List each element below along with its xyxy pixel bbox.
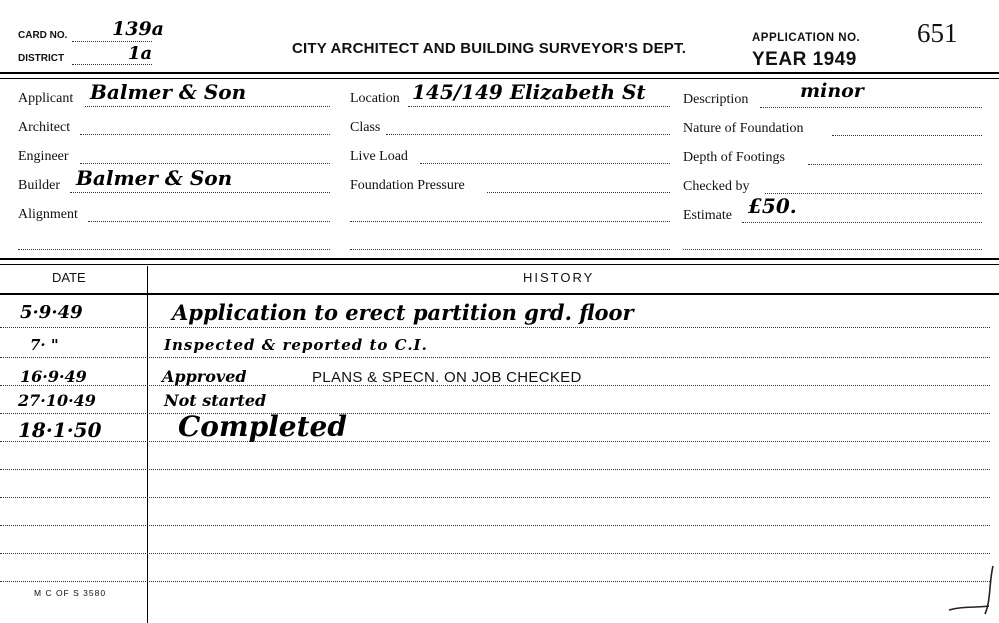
- estimate-value: £50.: [748, 194, 797, 218]
- plans-checked-stamp: PLANS & SPECN. ON JOB CHECKED: [312, 369, 582, 386]
- depth-of-footings-label: Depth of Footings: [683, 150, 785, 165]
- department-title: CITY ARCHITECT AND BUILDING SURVEYOR'S DEPT.: [292, 40, 687, 57]
- history-date-1: 5·9·49: [20, 302, 83, 323]
- live-load-label: Live Load: [350, 149, 408, 164]
- builder-value: Balmer & Son: [76, 166, 233, 190]
- nature-of-foundation-label: Nature of Foundation: [683, 121, 804, 136]
- corner-pen-mark: [945, 562, 999, 622]
- estimate-label: Estimate: [683, 208, 732, 223]
- history-date-3: 16·9·49: [20, 367, 87, 386]
- history-date-4: 27·10·49: [18, 391, 96, 410]
- history-text-4: Not started: [164, 391, 267, 410]
- form-code: M C OF S 3580: [34, 588, 107, 598]
- engineer-label: Engineer: [18, 149, 69, 164]
- date-history-divider: [147, 266, 148, 623]
- architect-label: Architect: [18, 120, 71, 135]
- district-label: DISTRICT: [18, 53, 65, 64]
- checked-by-label: Checked by: [683, 179, 750, 194]
- builder-label: Builder: [18, 178, 60, 193]
- class-label: Class: [350, 120, 381, 135]
- alignment-label: Alignment: [18, 207, 78, 222]
- district-value: 1a: [128, 43, 153, 64]
- description-value: minor: [800, 80, 864, 102]
- history-column-header: HISTORY: [523, 270, 595, 285]
- location-label: Location: [350, 91, 400, 106]
- applicant-label: Applicant: [18, 91, 74, 106]
- application-no-value: 651: [917, 18, 958, 48]
- history-text-1: Application to erect partition grd. floor: [172, 300, 634, 325]
- applicant-value: Balmer & Son: [90, 80, 247, 104]
- history-text-2: Inspected & reported to C.I.: [164, 336, 428, 354]
- date-column-header: DATE: [52, 270, 86, 285]
- history-date-5: 18·1·50: [18, 418, 102, 442]
- application-no-label: APPLICATION NO.: [752, 32, 861, 44]
- card-no-label: CARD NO.: [18, 30, 68, 41]
- history-date-2: 7· ": [30, 336, 59, 354]
- description-label: Description: [683, 92, 749, 107]
- foundation-pressure-label: Foundation Pressure: [350, 178, 465, 193]
- location-value: 145/149 Elizabeth St: [412, 80, 646, 104]
- card-no-value: 139a: [112, 18, 164, 40]
- year-label: YEAR 1949: [752, 49, 857, 70]
- history-text-5: Completed: [178, 410, 347, 443]
- history-text-3: Approved: [162, 367, 247, 386]
